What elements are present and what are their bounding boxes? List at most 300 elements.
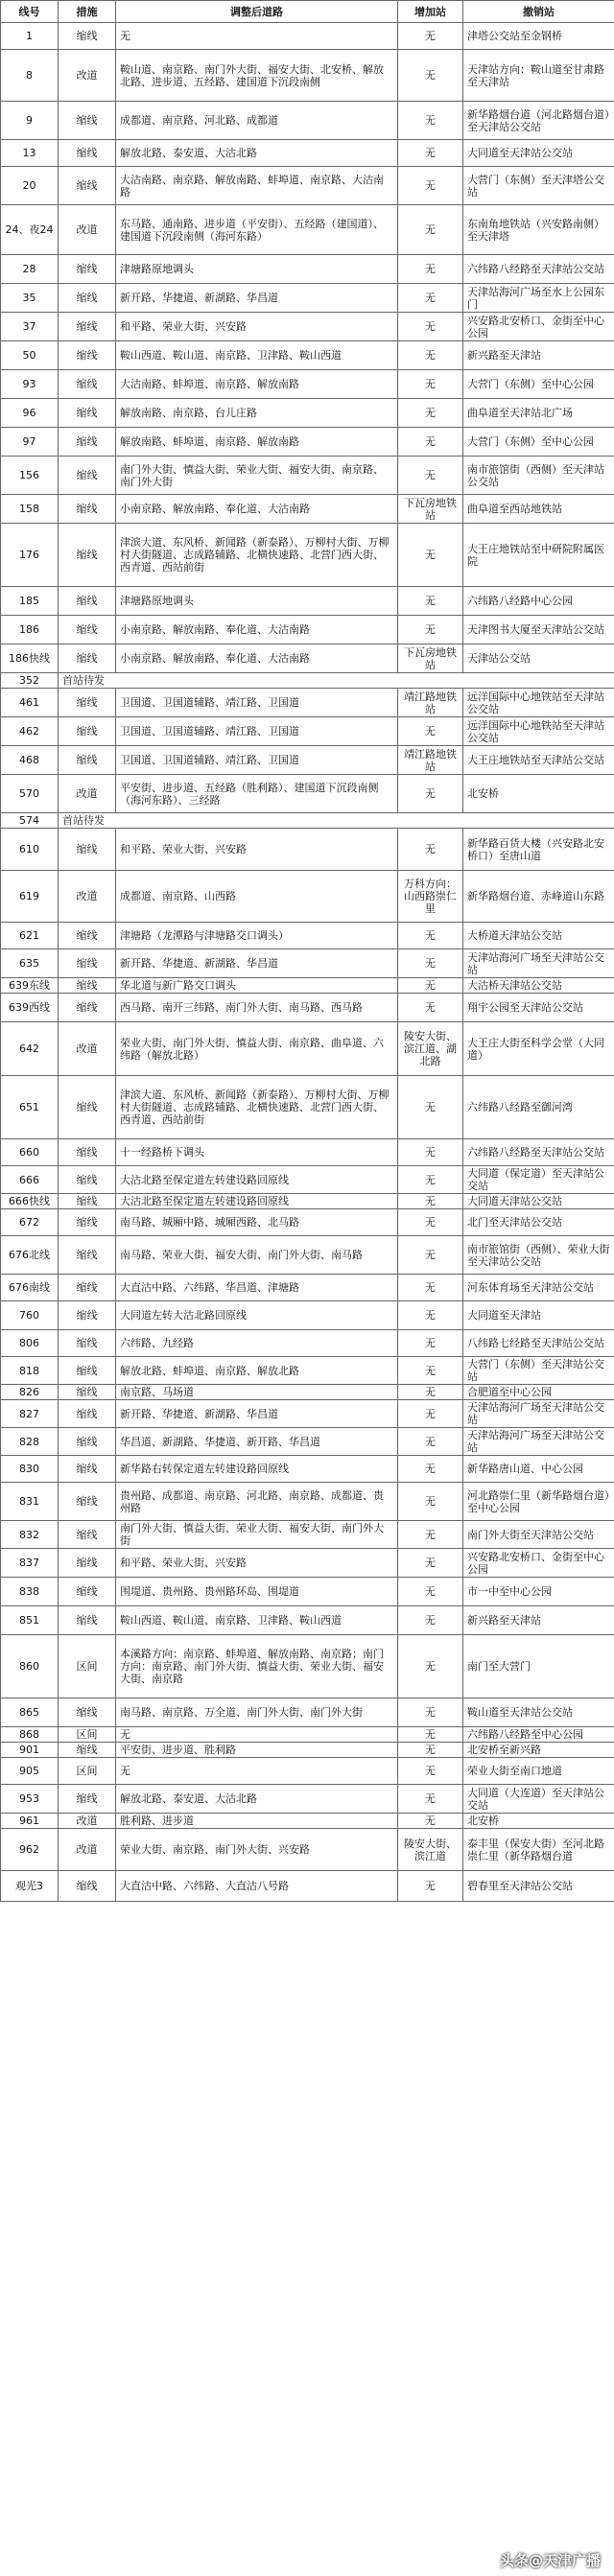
table-row	[1, 1871, 614, 1902]
cell-road: 南门外大街、慎益大街、荣业大街、福安大街、南门外大街	[116, 1521, 398, 1549]
cell-add: 无	[398, 1236, 463, 1275]
cell-add: 无	[398, 524, 463, 587]
cell-remove: 大王庄地铁站至天津站公交站	[463, 746, 614, 775]
cell-remove: 六纬路八经路至天津站公交站	[463, 255, 614, 284]
cell-remove: 新兴路至天津站	[463, 341, 614, 370]
cell-road: 鞍山西道、鞍山道、南京路、卫津路、鞍山西道	[116, 341, 398, 370]
cell-line: 639东线	[1, 978, 59, 994]
cell-line: 610	[1, 829, 59, 871]
cell-add: 无	[398, 1330, 463, 1357]
cell-remove: 大王庄地铁站至中研院附属医院	[463, 524, 614, 587]
cell-action: 缩线	[59, 644, 116, 673]
table-row	[1, 1194, 614, 1209]
cell-action: 缩线	[59, 829, 116, 871]
cell-road: 东马路、通南路、进步道（平安街）、五经路（建国道）、建国道下沉段南侧（海河东路）	[116, 205, 398, 255]
cell-line: 672	[1, 1209, 59, 1236]
cell-line: 97	[1, 428, 59, 457]
cell-road: 新开路、华捷道、新湖路、华昌道	[116, 1400, 398, 1428]
cell-line: 635	[1, 949, 59, 978]
cell-add: 无	[398, 829, 463, 871]
cell-action: 缩线	[59, 313, 116, 341]
table-row	[1, 1330, 614, 1357]
cell-action: 改道	[59, 1829, 116, 1871]
cell-action: 缩线	[59, 616, 116, 644]
cell-action: 缩线	[59, 1456, 116, 1483]
cell-remove: 河东体育场至天津站公交站	[463, 1275, 614, 1301]
cell-action: 缩线	[59, 284, 116, 313]
cell-remove: 曲阜道至西站地铁站	[463, 495, 614, 524]
cell-action: 缩线	[59, 495, 116, 524]
cell-road: 南马路、南京路、万全道、南门外大街、南门外大街	[116, 1698, 398, 1727]
cell-add: 无	[398, 1549, 463, 1578]
cell-line: 961	[1, 1814, 59, 1829]
cell-line: 9	[1, 102, 59, 140]
cell-line: 868	[1, 1727, 59, 1743]
cell-action: 缩线	[59, 1275, 116, 1301]
cell-action: 改道	[59, 1022, 116, 1076]
cell-action: 缩线	[59, 1139, 116, 1166]
cell-line: 666	[1, 1166, 59, 1194]
cell-line: 676北线	[1, 1236, 59, 1275]
header-add: 增加站	[398, 1, 463, 23]
cell-road: 荣业大街、南门外大街、慎益大街、南京路、曲阜道、六纬路（解放北路）	[116, 1022, 398, 1076]
table-row	[1, 1549, 614, 1578]
cell-line: 37	[1, 313, 59, 341]
cell-road: 南京路、马场道	[116, 1385, 398, 1400]
table-row	[1, 1022, 614, 1076]
cell-remove: 大同道（保定道）至天津站公交站	[463, 1166, 614, 1194]
cell-action: 缩线	[59, 1483, 116, 1521]
header-action: 措施	[59, 1, 116, 23]
cell-road: 和平路、荣业大街、兴安路	[116, 829, 398, 871]
cell-action: 缩线	[59, 994, 116, 1022]
cell-add: 无	[398, 313, 463, 341]
cell-action: 缩线	[59, 689, 116, 717]
table-body	[1, 23, 614, 1902]
table-row	[1, 1521, 614, 1549]
table-row	[1, 341, 614, 370]
cell-remove: 天津站海河广场至天津站公交站	[463, 949, 614, 978]
cell-action: 缩线	[59, 1385, 116, 1400]
cell-add: 无	[398, 1456, 463, 1483]
cell-line: 176	[1, 524, 59, 587]
cell-line: 619	[1, 871, 59, 923]
cell-action: 首站待发	[59, 673, 614, 689]
cell-road: 成都道、南京路、河北路、成都道	[116, 102, 398, 140]
table-row	[1, 775, 614, 813]
cell-add: 无	[398, 428, 463, 457]
cell-action: 缩线	[59, 1698, 116, 1727]
cell-action: 缩线	[59, 341, 116, 370]
cell-add: 无	[398, 1209, 463, 1236]
watermark-text: 头条@天津广播	[499, 2552, 601, 2569]
cell-remove: 兴安路北安桥口、金街至中心公园	[463, 313, 614, 341]
cell-line: 8	[1, 50, 59, 102]
table-row	[1, 1236, 614, 1275]
cell-line: 832	[1, 1521, 59, 1549]
cell-line: 13	[1, 140, 59, 167]
cell-action: 缩线	[59, 428, 116, 457]
cell-action: 缩线	[59, 399, 116, 428]
cell-road: 津滨大道、东风桥、新闻路（新泰路）、万柳村大街、万柳村大街隧道、志成路辅路、北横快速路、北营门西大街、西青道、西站前街	[116, 524, 398, 587]
cell-add: 无	[398, 457, 463, 495]
cell-add: 无	[398, 255, 463, 284]
cell-action: 缩线	[59, 140, 116, 167]
table-row	[1, 1456, 614, 1483]
cell-remove: 北安桥至新兴路	[463, 1743, 614, 1758]
cell-remove: 市一中至中心公园	[463, 1578, 614, 1606]
cell-action: 缩线	[59, 1743, 116, 1758]
cell-road: 津塘路原地调头	[116, 255, 398, 284]
table-row	[1, 1428, 614, 1456]
cell-add: 无	[398, 1743, 463, 1758]
cell-add: 无	[398, 1521, 463, 1549]
cell-add: 无	[398, 140, 463, 167]
cell-road: 大沽南路、南京路、解放南路、蚌埠道、南京路、大沽南路	[116, 167, 398, 205]
table-row	[1, 673, 614, 689]
cell-remove: 南市旅馆街（西侧）、荣业大街至天津站公交站	[463, 1236, 614, 1275]
cell-road: 解放北路、泰安道、大沽北路	[116, 140, 398, 167]
cell-add: 无	[398, 1785, 463, 1814]
cell-road: 鞍山西道、鞍山道、南京路、卫津路、鞍山西道	[116, 1606, 398, 1635]
cell-line: 860	[1, 1635, 59, 1698]
cell-remove: 南门外大街至天津站公交站	[463, 1521, 614, 1549]
cell-add: 无	[398, 1166, 463, 1194]
cell-road: 成都道、南京路、山西路	[116, 871, 398, 923]
cell-line: 666快线	[1, 1194, 59, 1209]
cell-road: 大同道左转大沽北路回原线	[116, 1301, 398, 1330]
cell-line: 574	[1, 813, 59, 829]
cell-add: 无	[398, 775, 463, 813]
cell-remove: 大同道（大连道）至天津站公交站	[463, 1785, 614, 1814]
cell-add: 无	[398, 1698, 463, 1727]
cell-road: 围堤道、贵州路、贵州路环岛、围堤道	[116, 1578, 398, 1606]
cell-road: 六纬路、九经路	[116, 1330, 398, 1357]
table-row	[1, 1400, 614, 1428]
cell-line: 50	[1, 341, 59, 370]
cell-remove: 南门至大营门	[463, 1635, 614, 1698]
cell-road: 华北道与新广路交口调头	[116, 978, 398, 994]
cell-remove: 天津站方向：鞍山道至甘肃路至天津站	[463, 50, 614, 102]
cell-action: 缩线	[59, 255, 116, 284]
cell-line: 826	[1, 1385, 59, 1400]
cell-road: 卫国道、卫国道辅路、靖江路、卫国道	[116, 717, 398, 746]
cell-line: 818	[1, 1357, 59, 1385]
cell-add: 无	[398, 1301, 463, 1330]
cell-action: 缩线	[59, 746, 116, 775]
cell-action: 缩线	[59, 1301, 116, 1330]
cell-remove: 新华路百货大楼（兴安路北安桥口）至唐山道	[463, 829, 614, 871]
cell-action: 缩线	[59, 1330, 116, 1357]
cell-remove: 东南角地铁站（兴安路南侧）至天津塔	[463, 205, 614, 255]
cell-remove: 六纬路八经路至中心公园	[463, 1727, 614, 1743]
cell-road: 解放北路、蚌埠道、南京路、解放北路	[116, 1357, 398, 1385]
cell-line: 953	[1, 1785, 59, 1814]
cell-remove: 大同道至天津站	[463, 1301, 614, 1330]
cell-add: 无	[398, 923, 463, 949]
cell-road: 南马路、荣业大街、福安大街、南门外大街、南马路	[116, 1236, 398, 1275]
cell-road: 十一经路桥下调头	[116, 1139, 398, 1166]
cell-action: 缩线	[59, 524, 116, 587]
cell-action: 缩线	[59, 1606, 116, 1635]
cell-road: 胜利路、进步道	[116, 1814, 398, 1829]
cell-remove: 大王庄大街至科学会堂（大同道）	[463, 1022, 614, 1076]
cell-add: 无	[398, 23, 463, 50]
cell-road: 解放南路、蚌埠道、南京路、解放南路	[116, 428, 398, 457]
cell-action: 区间	[59, 1758, 116, 1785]
table-row	[1, 1578, 614, 1606]
cell-remove: 荣业大街至南口地道	[463, 1758, 614, 1785]
table-row	[1, 428, 614, 457]
cell-line: 827	[1, 1400, 59, 1428]
cell-action: 缩线	[59, 1549, 116, 1578]
table-row	[1, 949, 614, 978]
cell-action: 缩线	[59, 167, 116, 205]
cell-road: 小南京路、解放南路、奉化道、大沽南路	[116, 616, 398, 644]
cell-add: 无	[398, 1076, 463, 1139]
cell-line: 660	[1, 1139, 59, 1166]
cell-road: 本溪路方向：南京路、蚌埠道、解放南路、南京路；南门方向：南京路、南门外大街、慎益大街、荣业大街、福安大街、南京路	[116, 1635, 398, 1698]
table-row	[1, 1814, 614, 1829]
cell-action: 缩线	[59, 1400, 116, 1428]
cell-line: 621	[1, 923, 59, 949]
cell-line: 461	[1, 689, 59, 717]
cell-add: 无	[398, 1814, 463, 1829]
cell-road: 津滨大道、东风桥、新闻路（新泰路）、万柳村大街、万柳村大街隧道、志成路辅路、北横快速路、北营门西大街、西青道、西站前街	[116, 1076, 398, 1139]
table-row	[1, 1166, 614, 1194]
cell-action: 缩线	[59, 1871, 116, 1902]
table-row	[1, 1385, 614, 1400]
table-row	[1, 871, 614, 923]
cell-remove: 曲阜道至天津站北广场	[463, 399, 614, 428]
cell-add: 无	[398, 1606, 463, 1635]
cell-add: 陵安大街、滨江道	[398, 1829, 463, 1871]
cell-add: 无	[398, 616, 463, 644]
cell-add: 无	[398, 587, 463, 616]
cell-remove: 南市旅馆街（西侧）至天津站公交站	[463, 457, 614, 495]
cell-line: 24、夜24	[1, 205, 59, 255]
cell-action: 缩线	[59, 587, 116, 616]
cell-line: 20	[1, 167, 59, 205]
cell-remove: 大营门（东侧）至天津站公交站	[463, 1357, 614, 1385]
cell-line: 570	[1, 775, 59, 813]
table-row	[1, 1758, 614, 1785]
cell-action: 缩线	[59, 1521, 116, 1549]
cell-remove: 津塔公交站至金钢桥	[463, 23, 614, 50]
cell-add: 陵安大街、滨江道、湖北路	[398, 1022, 463, 1076]
cell-line: 828	[1, 1428, 59, 1456]
cell-remove: 天津站海河广场至天津站公交站	[463, 1400, 614, 1428]
table-row	[1, 140, 614, 167]
cell-remove: 大桥道天津站公交站	[463, 923, 614, 949]
cell-add: 下瓦房地铁站	[398, 644, 463, 673]
cell-road: 新华路右转保定道左转建设路回原线	[116, 1456, 398, 1483]
cell-line: 831	[1, 1483, 59, 1521]
cell-remove: 大营门（东侧）至中心公园	[463, 428, 614, 457]
cell-add: 无	[398, 1871, 463, 1902]
cell-road: 和平路、荣业大街、兴安路	[116, 1549, 398, 1578]
cell-line: 185	[1, 587, 59, 616]
table-row	[1, 1209, 614, 1236]
table-row	[1, 689, 614, 717]
cell-line: 760	[1, 1301, 59, 1330]
cell-road: 平安街、进步道、胜利路	[116, 1743, 398, 1758]
cell-remove: 八纬路七经路至天津站公交站	[463, 1330, 614, 1357]
cell-remove: 远洋国际中心地铁站至天津站公交站	[463, 689, 614, 717]
cell-road: 大沽北路至保定道左转建设路回原线	[116, 1166, 398, 1194]
table-row	[1, 495, 614, 524]
table-row	[1, 717, 614, 746]
cell-add: 无	[398, 1727, 463, 1743]
cell-remove: 新华路烟台道（河北路烟台道）至天津站公交站	[463, 102, 614, 140]
cell-road: 大直沽中路、六纬路、大直沽八号路	[116, 1871, 398, 1902]
cell-add: 无	[398, 949, 463, 978]
cell-road: 解放南路、南京路、台儿庄路	[116, 399, 398, 428]
cell-remove: 六纬路八经路中心公园	[463, 587, 614, 616]
cell-add: 无	[398, 284, 463, 313]
table-row	[1, 994, 614, 1022]
cell-road: 小南京路、解放南路、奉化道、大沽南路	[116, 644, 398, 673]
cell-action: 缩线	[59, 1578, 116, 1606]
cell-line: 639西线	[1, 994, 59, 1022]
cell-line: 186	[1, 616, 59, 644]
cell-action: 改道	[59, 205, 116, 255]
table-row	[1, 284, 614, 313]
cell-action: 改道	[59, 1814, 116, 1829]
cell-road: 鞍山道、南京路、南门外大街、福安大街、北安桥、解放北路、进步道、五经路、建国道下沉段南侧	[116, 50, 398, 102]
cell-line: 观光3	[1, 1871, 59, 1902]
cell-road: 大沽南路、蚌埠道、南京路、解放南路	[116, 370, 398, 399]
cell-line: 905	[1, 1758, 59, 1785]
cell-add: 无	[398, 370, 463, 399]
cell-action: 缩线	[59, 457, 116, 495]
cell-road: 卫国道、卫国道辅路、靖江路、卫国道	[116, 746, 398, 775]
cell-remove: 大营门（东侧）至中心公园	[463, 370, 614, 399]
cell-add: 无	[398, 341, 463, 370]
cell-action: 首站待发	[59, 813, 614, 829]
cell-remove: 北门至天津站公交站	[463, 1209, 614, 1236]
cell-remove: 大沽桥天津站公交站	[463, 978, 614, 994]
cell-line: 838	[1, 1578, 59, 1606]
table-row	[1, 370, 614, 399]
table-row	[1, 1635, 614, 1698]
cell-line: 851	[1, 1606, 59, 1635]
cell-add: 万科方向：山西路崇仁里	[398, 871, 463, 923]
cell-line: 651	[1, 1076, 59, 1139]
cell-add: 无	[398, 1385, 463, 1400]
cell-action: 区间	[59, 1635, 116, 1698]
cell-line: 837	[1, 1549, 59, 1578]
cell-road: 新开路、华捷道、新湖路、华昌道	[116, 284, 398, 313]
cell-remove: 六纬路八经路至御河湾	[463, 1076, 614, 1139]
cell-road: 荣业大街、南京路、南门外大街、兴安路	[116, 1829, 398, 1871]
table-row	[1, 746, 614, 775]
cell-add: 无	[398, 102, 463, 140]
cell-action: 区间	[59, 1727, 116, 1743]
cell-road: 津塘路原地调头	[116, 587, 398, 616]
table-row	[1, 923, 614, 949]
cell-remove: 鞍山道至天津站公交站	[463, 1698, 614, 1727]
cell-add: 下瓦房地铁站	[398, 495, 463, 524]
cell-add: 无	[398, 1635, 463, 1698]
cell-action: 缩线	[59, 1236, 116, 1275]
cell-action: 缩线	[59, 923, 116, 949]
cell-line: 96	[1, 399, 59, 428]
cell-line: 865	[1, 1698, 59, 1727]
cell-road: 西马路、南开三纬路、南门外大街、南马路、西马路	[116, 994, 398, 1022]
cell-remove: 六纬路八经路至天津站公交站	[463, 1139, 614, 1166]
cell-road: 大沽北路至保定道左转建设路回原线	[116, 1194, 398, 1209]
cell-remove: 新华路唐山道、中心公园	[463, 1456, 614, 1483]
table-row	[1, 1139, 614, 1166]
cell-action: 缩线	[59, 370, 116, 399]
cell-line: 462	[1, 717, 59, 746]
cell-road: 南门外大街、慎益大街、荣业大街、福安大街、南京路、南门外大街	[116, 457, 398, 495]
cell-line: 35	[1, 284, 59, 313]
table-row	[1, 102, 614, 140]
cell-remove: 远洋国际中心地铁站至天津站公交站	[463, 717, 614, 746]
cell-remove: 天津站海河广场至水上公园东门	[463, 284, 614, 313]
cell-add: 无	[398, 399, 463, 428]
table-row	[1, 829, 614, 871]
cell-add: 无	[398, 1400, 463, 1428]
header-road: 调整后道路	[116, 1, 398, 23]
cell-remove: 新华路烟台道、赤峰道山东路	[463, 871, 614, 923]
cell-road: 贵州路、成都道、南京路、河北路、南京路、成都道、贵州路	[116, 1483, 398, 1521]
cell-road: 无	[116, 1758, 398, 1785]
cell-add: 无	[398, 978, 463, 994]
cell-road: 大直沽中路、六纬路、华昌道、津塘路	[116, 1275, 398, 1301]
cell-remove: 大同道至天津站公交站	[463, 140, 614, 167]
cell-line: 352	[1, 673, 59, 689]
cell-add: 无	[398, 205, 463, 255]
table-row	[1, 205, 614, 255]
cell-road: 卫国道、卫国道辅路、靖江路、卫国道	[116, 689, 398, 717]
cell-road: 小南京路、解放南路、奉化道、大沽南路	[116, 495, 398, 524]
cell-add: 无	[398, 50, 463, 102]
table-row	[1, 1829, 614, 1871]
cell-add: 无	[398, 717, 463, 746]
cell-action: 缩线	[59, 1166, 116, 1194]
cell-remove: 新兴路至天津站	[463, 1606, 614, 1635]
table-row	[1, 1743, 614, 1758]
header-row	[1, 1, 614, 23]
cell-line: 676南线	[1, 1275, 59, 1301]
cell-add: 无	[398, 1758, 463, 1785]
cell-action: 缩线	[59, 23, 116, 50]
cell-road: 无	[116, 1727, 398, 1743]
table-row	[1, 50, 614, 102]
cell-remove: 大营门（东侧）至天津塔公交站	[463, 167, 614, 205]
table-row	[1, 1357, 614, 1385]
cell-road: 解放北路、泰安道、大沽北路	[116, 1785, 398, 1814]
cell-line: 93	[1, 370, 59, 399]
cell-add: 无	[398, 1428, 463, 1456]
cell-line: 1	[1, 23, 59, 50]
cell-road: 和平路、荣业大街、兴安路	[116, 313, 398, 341]
table-row	[1, 1785, 614, 1814]
cell-add: 无	[398, 1483, 463, 1521]
table-row	[1, 1275, 614, 1301]
table-row	[1, 1076, 614, 1139]
cell-line: 642	[1, 1022, 59, 1076]
table-row	[1, 313, 614, 341]
table-row	[1, 1301, 614, 1330]
cell-line: 962	[1, 1829, 59, 1871]
table-row	[1, 1606, 614, 1635]
cell-action: 缩线	[59, 102, 116, 140]
cell-action: 缩线	[59, 978, 116, 994]
